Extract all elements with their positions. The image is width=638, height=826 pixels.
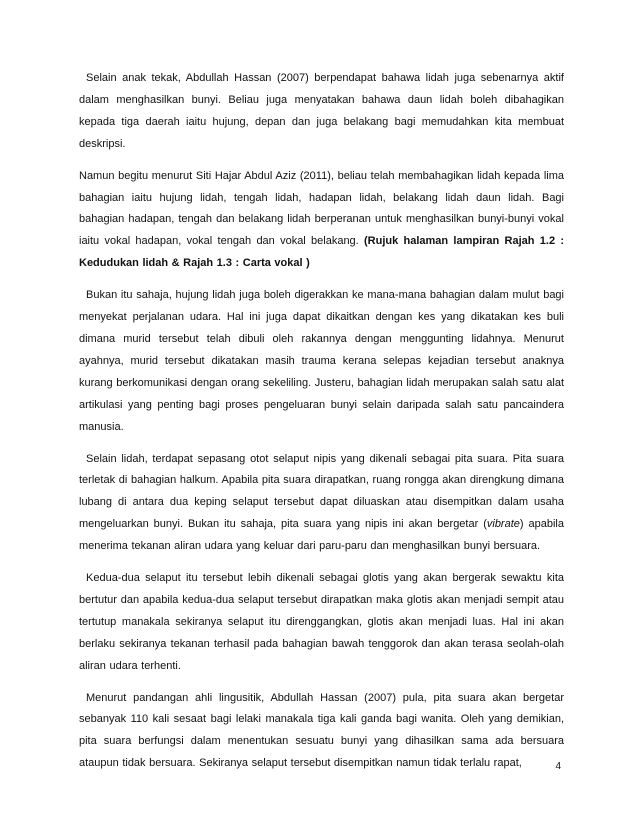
paragraph-1 bbox=[79, 68, 564, 156]
paragraph-3-text: Bukan itu sahaja, hujung lidah juga boleh digerakkan ke mana-mana bahagian dalam mulut bagi menyekat perjalanan udara. Hal ini juga dapat dikaitkan dengan kes yang dikatakan kes buli dimana murid tersebut telah dibuli oleh rakannya dengan menggunting lidahnya. Menurut ayahnya, murid tersebut dikatakan masih trauma kerana selepas kejadian tersebut anaknya kurang berkomunikasi dengan orang sekeliling. Justeru, bahagian lidah merupakan salah satu alat artikulasi yang penting bagi proses pengeluaran bunyi selain daripada salah satu pancaindera manusia. bbox=[79, 289, 564, 433]
paragraph-2 bbox=[79, 166, 564, 276]
document-page bbox=[79, 68, 564, 785]
paragraph-6 bbox=[79, 688, 564, 776]
paragraph-1-text: Selain anak tekak, Abdullah Hassan (2007) berpendapat bahawa lidah juga sebenarnya aktif dalam menghasilkan bunyi. Beliau juga menyatakan bahawa daun lidah boleh dibahagikan kepada tiga daerah iaitu hujung, depan dan juga belakang bagi memudahkan kita membuat deskripsi. bbox=[79, 72, 564, 150]
paragraph-4-text-before: Selain lidah, terdapat sepasang otot selaput nipis yang dikenali sebagai pita suara. Pita suara terletak di bahagian halkum. Apabila pita suara dirapatkan, ruang rongga akan direngkung dimana lubang di antara dua keping selaput tersebut dapat diluaskan atau disempitkan dalam usaha mengeluarkan bunyi. Bukan itu sahaja, pita suara yang nipis ini akan bergetar ( bbox=[79, 452, 564, 531]
paragraph-3 bbox=[79, 285, 564, 438]
paragraph-4-text-after: ) apabila menerima tekanan aliran udara yang keluar dari paru-paru dan menghasilkan bunyi bersuara. bbox=[79, 518, 564, 553]
paragraph-4 bbox=[79, 449, 564, 559]
paragraph-2-reference: (Rujuk halaman lampiran Rajah 1.2 : Kedudukan lidah & Rajah 1.3 : Carta vokal ) bbox=[79, 235, 565, 270]
paragraph-2-text: Namun begitu menurut Siti Hajar Abdul Aziz (2011), beliau telah membahagikan lidah kepada lima bahagian iaitu hujung lidah, tengah lidah, hadapan lidah, belakang lidah daun lidah. Bagi bahagian hadapan, tengah dan belakang lidah berperanan untuk menghasilkan bunyi-bunyi vokal iaitu vokal hadapan, vokal tengah dan vokal belakang. bbox=[79, 169, 564, 248]
paragraph-5 bbox=[79, 568, 564, 678]
paragraph-6-text: Menurut pandangan ahli lingusitik, Abdullah Hassan (2007) pula, pita suara akan bergetar sebanyak 110 kali sesaat bagi lelaki manakala tiga kali ganda bagi wanita. Oleh yang demikian, pita suara berfungsi dalam menentukan sesuatu bunyi yang dihasilkan sama ada bersuara ataupun tidak bersuara. Sekiranya selaput tersebut disempitkan namun tidak terlalu rapat, bbox=[79, 691, 564, 770]
paragraph-5-text: Kedua-dua selaput itu tersebut lebih dikenali sebagai glotis yang akan bergerak sewaktu kita bertutur dan apabila kedua-dua selaput tersebut dirapatkan maka glotis akan menjadi sempit atau tertutup manakala sekiranya selaput itu direnggangkan, glotis akan menjadi luas. Hal ini akan berlaku sekiranya tekanan terhasil pada bahagian bawah tenggorok dan akan terasa seolah-olah aliran udara terhenti. bbox=[79, 572, 564, 672]
page-number: 4 bbox=[555, 761, 561, 772]
paragraph-4-italic-term: vibrate bbox=[486, 518, 520, 531]
